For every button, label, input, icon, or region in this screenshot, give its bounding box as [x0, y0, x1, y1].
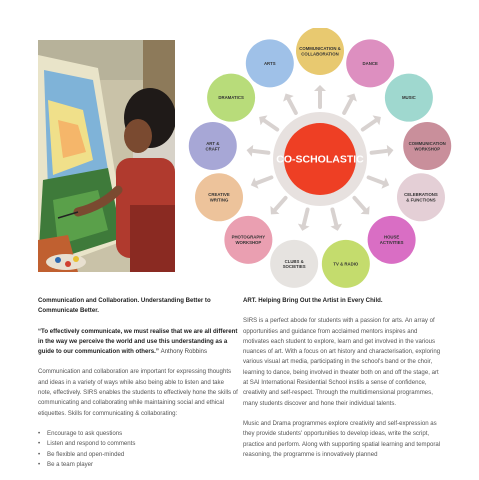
student-painting-photo [38, 40, 175, 272]
node-label-dramatics: DRAMATICS [218, 95, 244, 101]
node-label-celebrations-functions: CELEBRATIONS & FUNCTIONS [404, 192, 438, 203]
node-label-arts: ARTS [263, 60, 276, 66]
quote-text: “To effectively communicate, we must realise that we are all different in the way we perceive the world and use this understanding as a guide to our communication with others.” [38, 327, 238, 356]
arrow-icon [255, 177, 272, 183]
co-scholastic-wheel [186, 28, 478, 290]
arrow-icon [369, 177, 386, 183]
communication-heading: Communication and Collaboration. Understanding Better to Communicate Better. [38, 297, 211, 315]
arrow-icon [303, 209, 307, 226]
node-label-communication-collaboration: COMMUNICATION & COLLABORATION [299, 45, 341, 57]
art-section [243, 296, 445, 460]
arrow-icon [354, 198, 366, 211]
arrow-icon [287, 97, 295, 113]
node-label-art-craft: ART & CRAFT [205, 140, 221, 152]
list-item: • Listen and respond to comments [38, 439, 238, 449]
art-paragraph-2: Music and Drama programmes explore creativity and self-expression as they provide students' opportunities to develop ideas, write the script, practice and perform. Along with supporting spatial learning and temporal reasoning, the programme is innovatively planned [243, 419, 441, 458]
arrow-icon [332, 209, 336, 226]
communication-body: Communication and collaboration are important for expressing thoughts and ideas in a variety of ways while also being able to listen and take note, effectively. SIRS enables the students to effectively hone the skills of communicating and collaborating while maintaining social and ethical etiquettes. Skills for communicating & collaborating: [38, 368, 238, 417]
arrow-head-icon [247, 145, 254, 157]
photo-illustration [38, 40, 175, 272]
node-label-communication-workshop: COMMUNICATION WORKSHOP [408, 140, 446, 152]
node-label-photography-workshop: PHOTOGRAPHY WORKSHOP [231, 234, 266, 246]
arrow-head-icon [387, 145, 394, 157]
node-label-dance: DANCE [362, 60, 378, 66]
node-label-music: MUSIC [401, 95, 416, 101]
arrow-icon [363, 119, 378, 129]
communication-quote [38, 327, 238, 358]
arrow-icon [274, 198, 286, 211]
quote-author: Anthony Robbins [160, 348, 207, 356]
arrow-icon [372, 151, 390, 153]
arrow-icon [344, 97, 352, 113]
list-item: • Be flexible and open-minded [38, 450, 238, 460]
communication-section [38, 296, 238, 470]
node-label-house-activities: HOUSE ACTIVITIES [379, 234, 404, 246]
node-label-creative-writing: CREATIVE WRITING [208, 192, 230, 203]
arrow-icon [251, 151, 269, 153]
co-scholastic-diagram [186, 28, 478, 290]
list-item: • Encourage to ask questions [38, 429, 238, 439]
skills-list [38, 429, 238, 470]
art-heading: ART. Helping Bring Out the Artist in Every Child. [243, 297, 383, 304]
node-label-tv-radio: TV & RADIO [333, 261, 359, 267]
hub-label: CO-SCHOLASTIC [276, 153, 364, 166]
node-label-clubs-societies: CLUBS & SOCIETIES [282, 258, 306, 270]
arrow-icon [262, 119, 277, 129]
art-paragraph-1: SIRS is a perfect abode for students with a passion for arts. An array of opportunities and guidance from acclaimed mentors inspires and motivates each student to explore, learn and get involved in the various nuances of art. With a focus on art history and characterisation, exploring various visual art media, participating in the school's band or the choir, learning to dance, being involved in theater both on and off the stage, art at SAI International Residential School instils a sense of confidence, creativity and self-respect. Through the multidimensional programmes, many students discover and hone their individual talents. [243, 317, 441, 407]
list-item: • Be a team player [38, 460, 238, 470]
arrow-head-icon [314, 85, 326, 91]
